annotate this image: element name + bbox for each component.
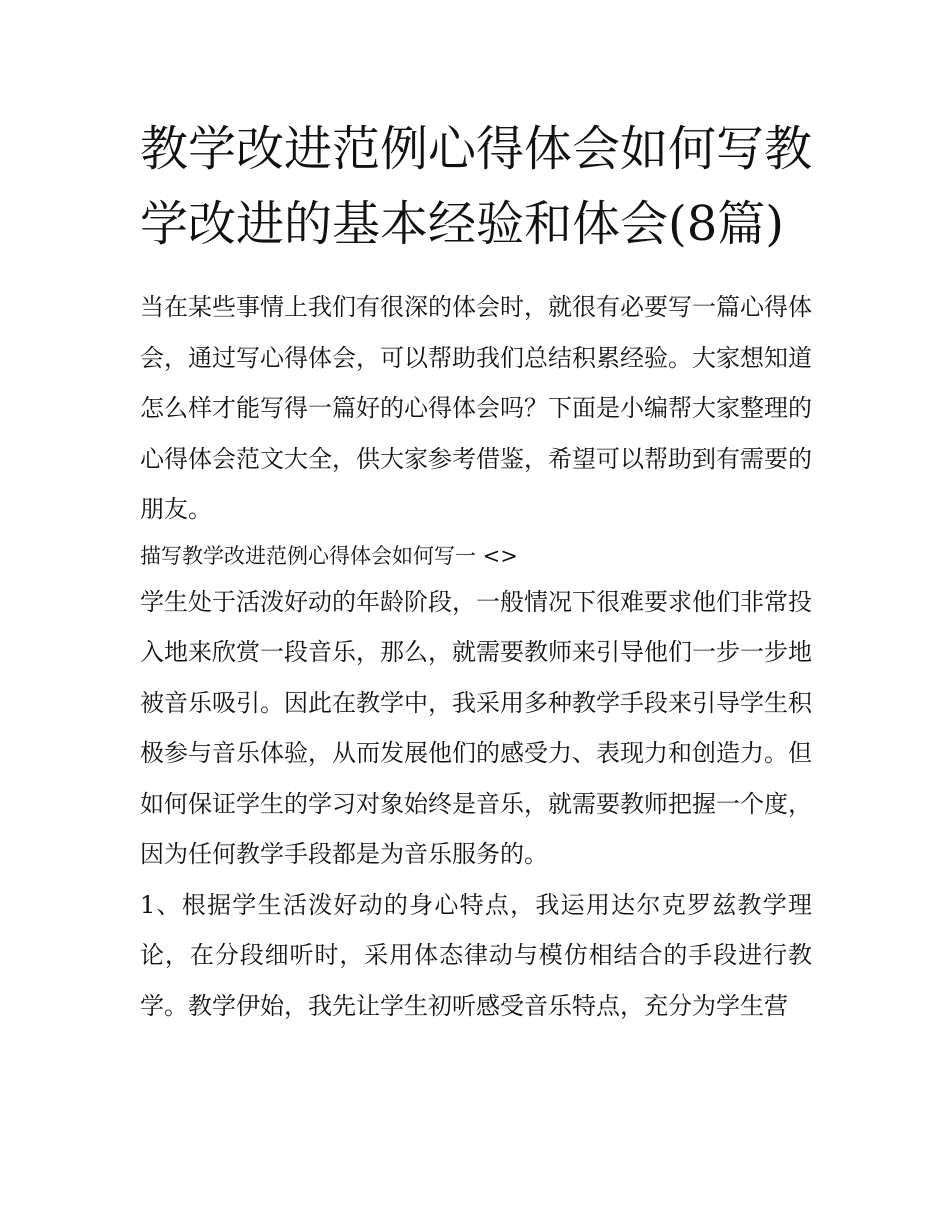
document-page <box>140 112 812 1031</box>
section-heading: 描写教学改进范例心得体会如何写一 <> <box>140 543 518 568</box>
body-paragraph-2: 1、根据学生活泼好动的身心特点，我运用达尔克罗兹教学理论，在分段细听时，采用体态律动与模仿相结合的手段进行教学。教学伊始，我先让学生初听感受音乐特点，充分为学生营 <box>140 890 812 1020</box>
intro-paragraph: 当在某些事情上我们有很深的体会时，就很有必要写一篇心得体会，通过写心得体会，可以帮助我们总结积累经验。大家想知道怎么样才能写得一篇好的心得体会吗？下面是小编帮大家整理的心得体会范文大全，供大家参考借鉴，希望可以帮助到有需要的朋友。 <box>140 293 812 523</box>
body-paragraph-1: 学生处于活泼好动的年龄阶段，一般情况下很难要求他们非常投入地来欣赏一段音乐，那么，就需要教师来引导他们一步一步地被音乐吸引。因此在教学中，我采用多种教学手段来引导学生积极参与音乐体验，从而发展他们的感受力、表现力和创造力。但如何保证学生的学习对象始终是音乐，就需要教师把握一个度，因为任何教学手段都是为音乐服务的。 <box>140 587 812 868</box>
document-title: 教学改进范例心得体会如何写教学改进的基本经验和体会(8篇) <box>140 121 813 252</box>
